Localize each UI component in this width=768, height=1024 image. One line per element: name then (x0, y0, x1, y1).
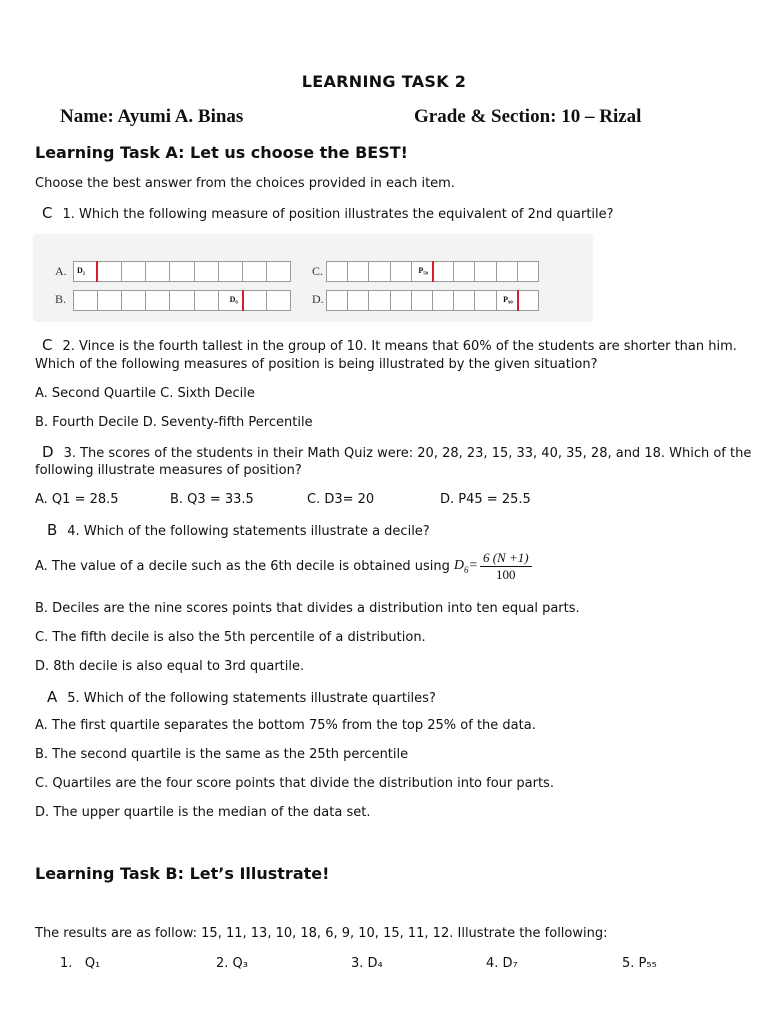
task-b-item-2: 2. Q₃ (216, 956, 248, 971)
question-3-option-b: B. Q3 = 33.5 (170, 492, 254, 507)
question-4-option-c: C. The fifth decile is also the 5th percentile of a distribution. (35, 630, 426, 645)
answer-4: B (47, 521, 58, 539)
option-a-marker-label: D₂ (77, 266, 86, 275)
answer-5: A (47, 688, 58, 706)
task-b-item-1 (60, 956, 100, 971)
question-1 (42, 204, 614, 222)
question-2 (42, 336, 737, 354)
question-3-option-c: C. D3= 20 (307, 492, 375, 507)
question-2-options-2: B. Fourth Decile D. Seventy-fifth Percentile (35, 415, 313, 430)
formula-var-subscript: 6 (464, 564, 469, 575)
question-2-line1: 2. Vince is the fourth tallest in the group of 10. It means that 60% of the students are shorter than him. (62, 339, 737, 354)
question-4-option-a-text: A. The value of a decile such as the 6th decile is obtained using (35, 559, 450, 574)
student-name: Name: Ayumi A. Binas (60, 106, 244, 127)
question-3-line2: following illustrate measures of position? (35, 463, 302, 478)
option-a-bar (73, 261, 291, 282)
option-d-letter: D. (312, 292, 324, 306)
task-b-heading: Learning Task B: Let’s Illustrate! (35, 864, 330, 883)
question-5-option-d: D. The upper quartile is the median of the data set. (35, 805, 371, 820)
question-5-option-a: A. The first quartile separates the bottom 75% from the top 25% of the data. (35, 718, 536, 733)
task-b-item-1-label: Q₁ (84, 956, 101, 971)
question-3-option-a: A. Q1 = 28.5 (35, 492, 119, 507)
question-4-option-d: D. 8th decile is also equal to 3rd quartile. (35, 659, 305, 674)
option-c-bar (326, 261, 539, 282)
task-a-instruction: Choose the best answer from the choices provided in each item. (35, 176, 455, 191)
answer-1: C (42, 204, 53, 222)
question-4-option-b: B. Deciles are the nine scores points that divides a distribution into ten equal parts. (35, 601, 580, 616)
option-a-letter: A. (55, 264, 67, 278)
formula-denominator: 100 (496, 567, 516, 582)
question-3 (42, 443, 751, 461)
page-title: LEARNING TASK 2 (301, 72, 467, 91)
answer-2: C (42, 336, 53, 354)
task-b-intro: The results are as follow: 15, 11, 13, 10, 18, 6, 9, 10, 15, 11, 12. Illustrate the following: (35, 926, 608, 941)
question-2-line2: Which of the following measures of position is being illustrated by the given situation? (35, 357, 598, 372)
formula-variable: $D_6=$ (453, 558, 478, 575)
question-5-option-c: C. Quartiles are the four score points that divide the distribution into four parts. (35, 776, 554, 791)
question-4-option-a (35, 550, 532, 583)
answer-3: D (42, 443, 54, 461)
question-3-option-d: D. P45 = 25.5 (440, 492, 531, 507)
question-4 (47, 521, 430, 539)
question-1-text: 1. Which the following measure of position illustrates the equivalent of 2nd quartile? (62, 207, 614, 222)
question-2-options-1: A. Second Quartile C. Sixth Decile (35, 386, 255, 401)
formula-numerator: 6 (N +1) (480, 550, 532, 567)
option-a-marker (96, 261, 98, 282)
grade-section: Grade & Section: 10 – Rizal (414, 106, 642, 127)
option-d-marker-label: P₉₀ (503, 295, 513, 304)
option-b-letter: B. (55, 292, 67, 306)
formula-var-letter: D (453, 558, 465, 574)
option-b-marker-label: D₈ (229, 295, 238, 304)
option-d-bar (326, 290, 539, 311)
option-c-letter: C. (312, 264, 324, 278)
question-5 (47, 688, 436, 706)
question-4-text: 4. Which of the following statements illustrate a decile? (67, 524, 430, 539)
task-b-item-1-number: 1. (60, 956, 73, 971)
question-5-text: 5. Which of the following statements illustrate quartiles? (67, 691, 436, 706)
option-c-marker-label: P₅₀ (418, 266, 429, 275)
decile-formula-fraction (480, 550, 532, 583)
task-b-item-5: 5. P₅₅ (622, 956, 657, 971)
task-b-item-3: 3. D₄ (351, 956, 383, 971)
question-5-option-b: B. The second quartile is the same as the 25th percentile (35, 747, 409, 762)
task-b-item-4: 4. D₇ (486, 956, 518, 971)
measure-of-position-figure (33, 234, 593, 322)
task-a-heading: Learning Task A: Let us choose the BEST! (35, 143, 408, 162)
option-b-bar (73, 290, 291, 311)
question-3-line1: 3. The scores of the students in their Math Quiz were: 20, 28, 23, 15, 33, 40, 35, 28, and 18. Which of the (63, 446, 752, 461)
